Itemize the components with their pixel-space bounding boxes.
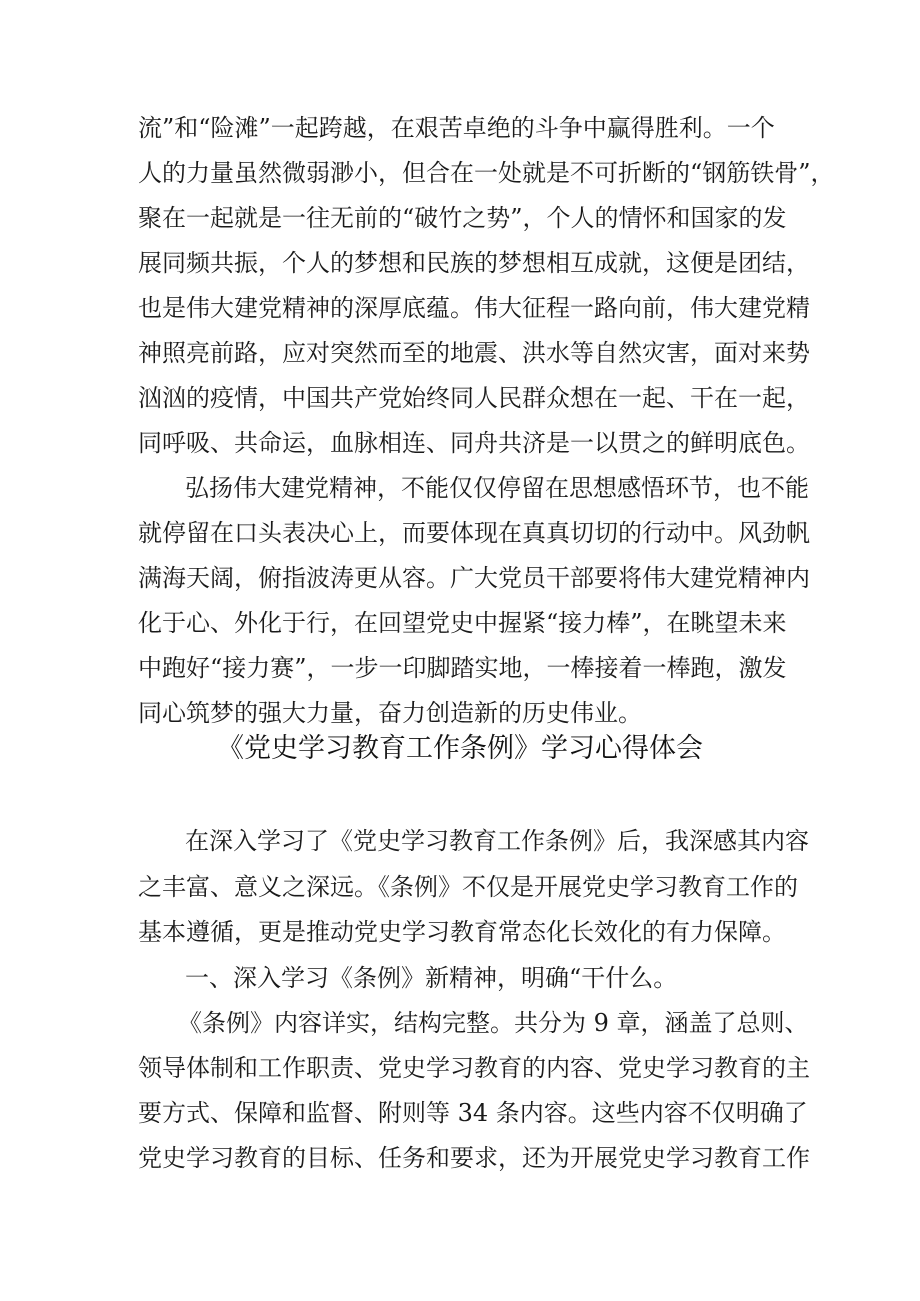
- paragraph-line: 也是伟大建党精神的深厚底蕴。伟大征程一路向前，伟大建党精: [138, 294, 810, 322]
- paragraph-line: 《条例》内容详实，结构完整。共分为 9 章，涵盖了总则、: [178, 1009, 809, 1037]
- paragraph-line: 神照亮前路，应对突然而至的地震、洪水等自然灾害，面对来势: [138, 339, 810, 367]
- paragraph-line: 聚在一起就是一往无前的“破竹之势”，个人的情怀和国家的发: [138, 204, 787, 232]
- paragraph-line: 同呼吸、共命运，血脉相连、同舟共济是一以贯之的鲜明底色。: [138, 429, 810, 457]
- paragraph-line: 党史学习教育的目标、任务和要求，还为开展党史学习教育工作: [138, 1144, 810, 1172]
- paragraph-line: 之丰富、意义之深远。《条例》不仅是开展党史学习教育工作的: [138, 873, 798, 901]
- paragraph-line: 要方式、保障和监督、附则等 34 条内容。这些内容不仅明确了: [138, 1099, 808, 1127]
- paragraph-line: 就停留在口头表决心上，而要体现在真真切切的行动中。风劲帆: [138, 519, 810, 547]
- paragraph-line: 化于心、外化于行，在回望党史中握紧“接力棒”，在眺望未来: [138, 609, 787, 637]
- paragraph-line: 满海天阔，俯指波涛更从容。广大党员干部要将伟大建党精神内: [138, 564, 810, 592]
- paragraph-line: 在深入学习了《党史学习教育工作条例》后，我深感其内容: [185, 827, 809, 855]
- paragraph-line: 人的力量虽然微弱渺小，但合在一处就是不可折断的“钢筋铁骨”，: [138, 159, 835, 187]
- section-heading: 一、深入学习《条例》新精神，明确“干什么。: [185, 964, 678, 992]
- paragraph-line: 展同频共振，个人的梦想和民族的梦想相互成就，这便是团结，: [138, 249, 810, 277]
- paragraph-line: 中跑好“接力赛”，一步一印脚踏实地，一棒接着一棒跑，激发: [138, 654, 787, 682]
- paragraph-line: 流”和“险滩”一起跨越，在艰苦卓绝的斗争中赢得胜利。一个: [138, 114, 775, 142]
- paragraph-line: 同心筑梦的强大力量，奋力创造新的历史伟业。: [138, 699, 642, 727]
- article-title: 《党史学习教育工作条例》学习心得体会: [217, 733, 703, 764]
- paragraph-line: 弘扬伟大建党精神，不能仅仅停留在思想感悟环节，也不能: [185, 474, 809, 502]
- paragraph-line: 汹汹的疫情，中国共产党始终同人民群众想在一起、干在一起，: [138, 384, 810, 412]
- paragraph-line: 基本遵循，更是推动党史学习教育常态化长效化的有力保障。: [138, 918, 786, 946]
- paragraph-line: 领导体制和工作职责、党史学习教育的内容、党史学习教育的主: [138, 1054, 810, 1082]
